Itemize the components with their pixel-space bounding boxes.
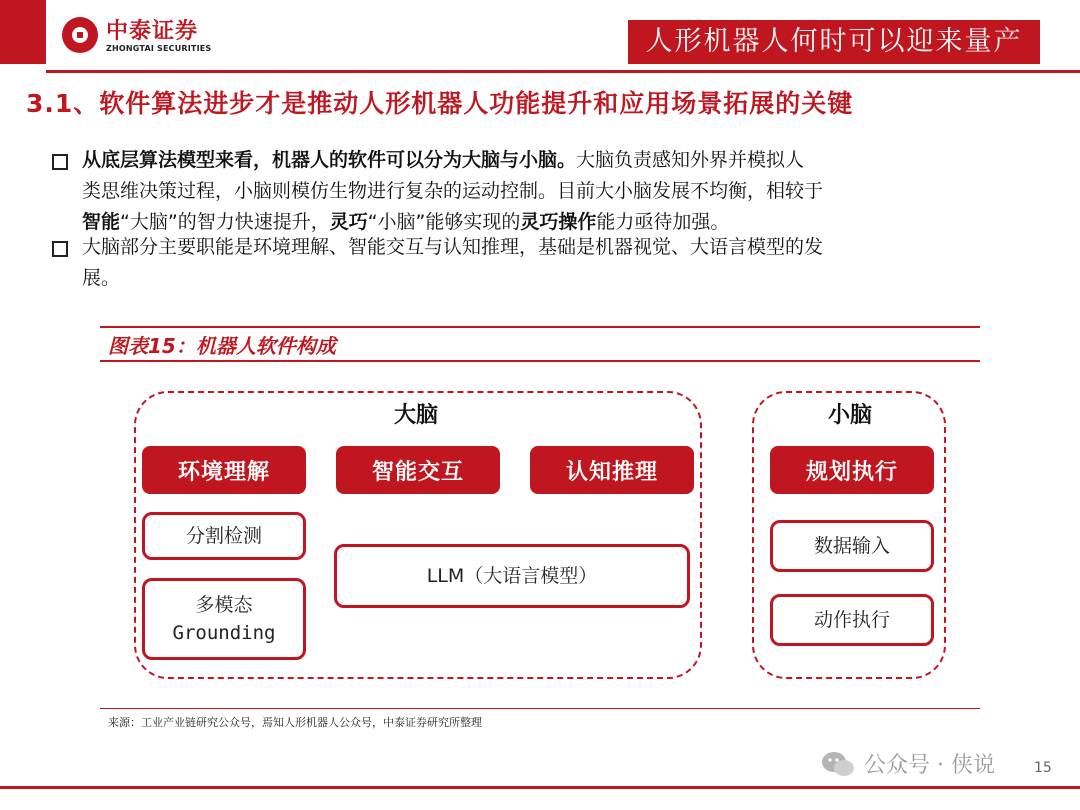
multimodal-label: 多模态: [195, 594, 253, 616]
segmentation-detection-box: [142, 512, 306, 560]
smart-interaction-box: 智能交互: [336, 446, 500, 494]
logo-text-cn: 中泰证券: [106, 19, 199, 44]
multimodal-grounding-box: [142, 578, 306, 660]
llm-box: [334, 544, 690, 608]
figure-source: 来源：工业产业链研究公众号，焉知人形机器人公众号，中泰证券研究所整理: [108, 716, 482, 729]
brain-label: 大脑: [393, 403, 438, 428]
watermark: [820, 748, 995, 779]
bullet-square-icon: [52, 154, 68, 170]
grounding-label: Grounding: [172, 622, 276, 644]
figure-caption-bottom-rule: [100, 360, 980, 362]
bullet-2-line-1: 大脑部分主要职能是环境理解、智能交互与认知推理，基础是机器视觉、大语言模型的发: [82, 236, 824, 258]
bullet-2-line-2: 展。: [82, 267, 121, 289]
bullet-1-bold-zhineng: 智能: [82, 211, 121, 233]
bullet-1-bold-lingqiao: 灵巧: [329, 211, 368, 233]
cognitive-reasoning-box: 认知推理: [530, 446, 694, 494]
data-input-label: 数据输入: [813, 535, 890, 557]
bullet-1-text-b: “小脑”能够实现的: [367, 211, 521, 233]
segmentation-detection-label: 分割检测: [185, 525, 262, 547]
action-execution-label: 动作执行: [813, 609, 890, 631]
bullet-1-bold-lead: 从底层算法模型来看，机器人的软件可以分为大脑与小脑。: [82, 149, 577, 171]
section-title: 3.1、软件算法进步才是推动人形机器人功能提升和应用场景拓展的关键: [26, 89, 854, 118]
report-title: 人形机器人何时可以迎来量产: [628, 20, 1040, 64]
data-input-box: [770, 520, 934, 572]
planning-execution-box: 规划执行: [770, 446, 934, 494]
page-number: 15: [1034, 760, 1052, 776]
bullet-1-line-2: 类思维决策过程，小脑则模仿生物进行复杂的运动控制。目前大小脑发展不均衡，相较于: [82, 180, 824, 202]
bullet-1-text-c: 能力亟待加强。: [596, 211, 730, 233]
watermark-text: 公众号 · 侠说: [864, 753, 995, 778]
cerebellum-label: 小脑: [827, 403, 872, 428]
wechat-icon: [820, 749, 856, 779]
footer-divider: [0, 786, 1080, 789]
bullet-square-icon: [52, 241, 68, 257]
figure-caption-top-rule: [100, 326, 980, 328]
bullet-1-line-1-rest: 大脑负责感知外界并模拟人: [576, 149, 805, 171]
env-understanding-box: 环境理解: [142, 446, 306, 494]
header-divider: [46, 70, 1080, 73]
bullet-1-line-1: [82, 145, 804, 176]
action-execution-box: [770, 594, 934, 646]
bullet-1-text-a: “大脑”的智力快速提升，: [120, 211, 330, 233]
logo-icon-core: [77, 32, 83, 38]
figure-caption: 图表15：机器人软件构成: [108, 334, 336, 358]
bullet-1-bold-lingqiao-caozuo: 灵巧操作: [520, 211, 597, 233]
llm-label: LLM（大语言模型）: [426, 565, 598, 587]
source-rule: [100, 708, 980, 709]
logo-text-en: ZHONGTAI SECURITIES: [106, 44, 212, 53]
header-accent-bar: [0, 0, 46, 64]
